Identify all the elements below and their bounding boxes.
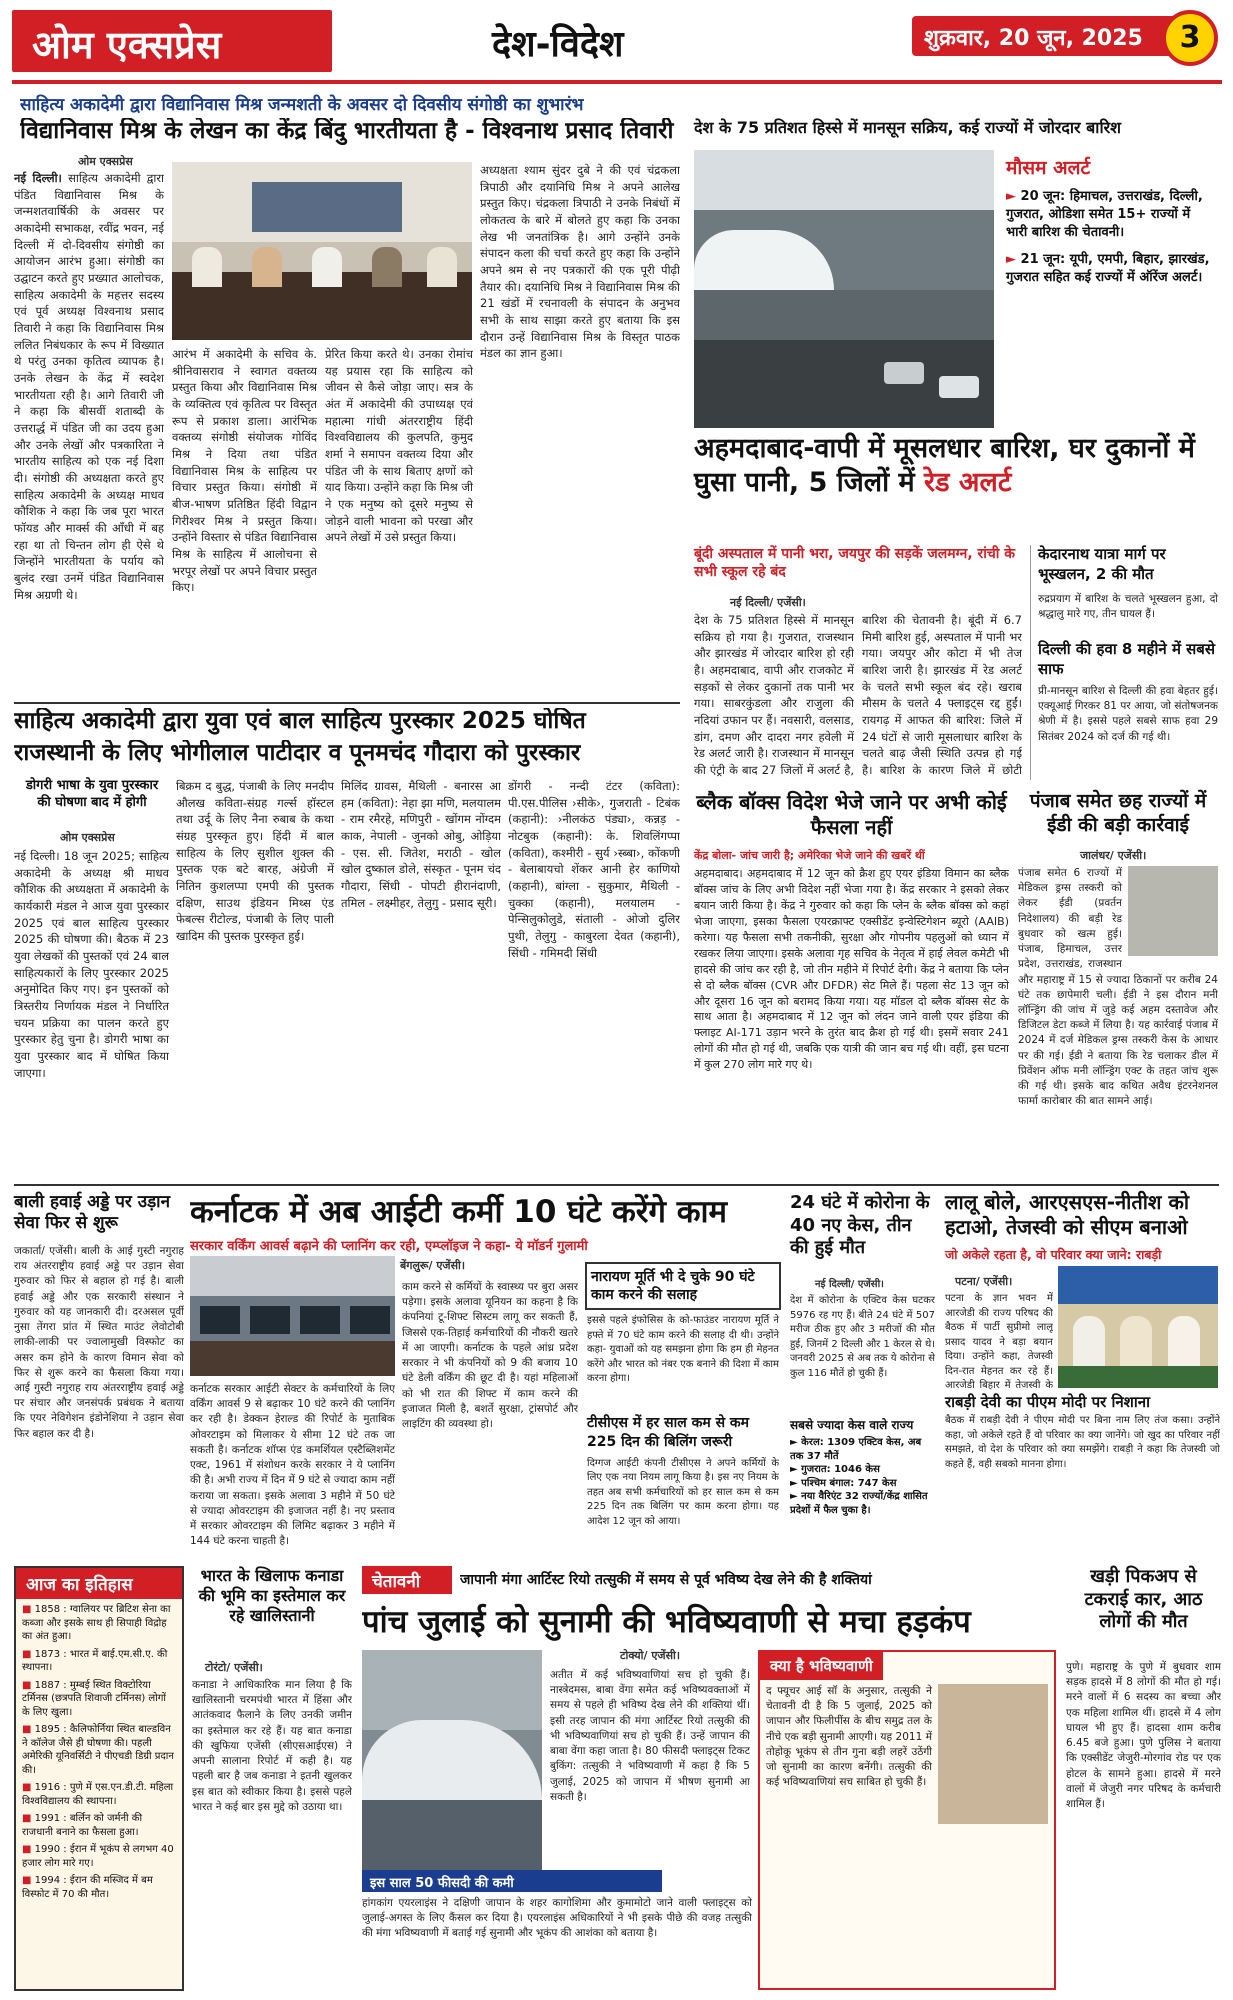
list-item: ■ 1858 : ग्वालियर पर ब्रिटिश सेना का कब्जा और इसके साथ ही सिपाही विद्रोह का अंत हुआ। bbox=[22, 1604, 171, 1642]
blackbox-body: अहमदाबाद। अहमदाबाद में 12 जून को क्रैश हुए एयर इंडिया विमान का ब्लैक बॉक्स जांच के लिए अभी विदेश नहीं भेजा गया है। केंद्र सरकार ने इसको लेकर बयान जारी किया है। केंद्र ने गुरुवार को कहा कि प्लेन के ब्लैक बॉक्स को कहां भेजा जाएगा, इसका फैसला एयरक्राफ्ट एक्सीडेंट इन्वेस्टिगेशन ब्यूरो (AAIB) करेगा। यह फैसला सभी तकनीकी, सुरक्षा और गोपनीय पहलुओं को ध्यान में रखकर लिया जाएगा। इसके अलावा गृह सचिव के नेतृत्व में हाई लेवल कमेटी भी हादसे की जांच कर रही है, जो तीन महीने में रिपोर्ट देगी। केंद्र ने बताया कि प्लेन से दो ब्लैक बॉक्स (CVR और DFDR) सेट मिले हैं। पहला सेट 13 जून को और दूसरा 16 जून को बरामद किया गया। यह मॉडल दो ब्लैक बॉक्स सेट के साथ आता है। अहमदाबाद में 12 जून को लंदन जाने वाली एयर इंडिया की फ्लाइट AI-171 उड़ान भरने के तुरंत बाद क्रैश हो गई थी। इसमें सवार 241 लोगों की मौत हो गई थी, जबकि एक यात्री की जान बच गई थी। वहीं, इस घटना में कुल 270 लोग मारे गए थे। bbox=[694, 867, 1009, 1072]
kedarnath-body: रुद्रप्रयाग में बारिश के चलते भूस्खलन हुआ, दो श्रद्धालु मारे गए, तीन घायल हैं। bbox=[1038, 593, 1218, 621]
weather-alert-1: ► 20 जून: हिमाचल, उत्तराखंड, दिल्ली, गुजरात, ओडिशा समेत 15+ राज्यों में भारी बारिश की चेतावनी। bbox=[1006, 189, 1203, 241]
tsunami-caption-body: हांगकांग एयरलाइंस ने दक्षिणी जापान के शहर कागोशिमा और कुमामोटो जाने वाली फ्लाइट्स को जुलाई-अगस्त के लिए कैंसल कर दिया है। एयरलाइंस अधिकारियों ने भी इसके पीछे की वजह तत्सुकी की मंगा भविष्यवाणी में बताई गई सुनामी और भूकंप की आशंका को बताया है। bbox=[362, 1897, 752, 1940]
story1-column-1 bbox=[14, 170, 164, 700]
lalu-headline: लालू बोले, आरएसएस-नीतीश को हटाओ, तेजस्वी को सीएम बनाओ bbox=[945, 1190, 1190, 1239]
rain-headline: अहमदाबाद-वापी में मूसलधार बारिश, घर दुकानों में घुसा पानी, 5 जिलों में रेड अलर्ट bbox=[694, 433, 1195, 498]
tsunami-kicker: जापानी मंगा आर्टिस्ट रियो तत्सुकी में समय से पूर्व भविष्य देख लेने की है शक्तियां bbox=[460, 1572, 872, 1588]
bullet-square-icon: ■ bbox=[22, 1604, 35, 1615]
tcs-box-head: टीसीएस में हर साल कम से कम 225 दिन की बिलिंग जरूरी bbox=[587, 1415, 750, 1450]
pickup-headline: खड़ी पिकअप से टकराई कार, आठ लोगों की मौत bbox=[1084, 1566, 1203, 1632]
awards-column-2: बिक्रम द बुद्ध, पंजाबी के लिए मनदीप औलख कविता-संग्रह गर्ल्स हॉस्टल तथा उर्दू के लिए नैना रुबाब के कथा संग्रह पुरस्कृत हुए। हिंदी में बाल साहित्य के लिए सुशील शुक्ल की पुस्तक एक बटे बारह, अंग्रेजी में नितिन कुशलप्पा एमपी की पुस्तक दक्षिण, साउथ इंडियन मिथ्स एंड फेबल्स रीटोल्ड, पंजाबी के लिए पाली खादिम की पुस्तक पुरस्कृत हुई। bbox=[176, 779, 334, 944]
weather-alert-2: ► 21 जून: यूपी, एमपी, बिहार, झारखंड, गुजरात सहित कई राज्यों में ऑरेंज अलर्ट। bbox=[1006, 251, 1210, 285]
section-rule bbox=[14, 1184, 1219, 1186]
murthy-box-body: इससे पहले इंफोसिस के को-फाउंडर नारायण मूर्ति ने हफ्ते में 70 घंटे काम करने की सलाह दी थी। उन्होंने कहा- युवाओं को यह समझना होगा कि हम ही मेहनत करेंगे और भारत को नंबर एक बनाने की दिशा में काम करना होगा। bbox=[587, 1315, 779, 1385]
list-item: ■ 1873 : भारत में बाई.एम.सी.ए. की स्थापना। bbox=[22, 1648, 168, 1673]
karnataka-column-1: कर्नाटक सरकार आईटी सेक्टर के कर्मचारियों के लिए वर्किंग आवर्स 9 से बढ़ाकर 10 घंटे करने की प्लानिंग कर रही है। डेक्कन हेराल्ड की रिपोर्ट के मुताबिक ओवरटाइम को मिलाकर ये सीमा 12 घंटे तक जा सकती है। कर्नाटक शॉप्स एंड कमर्शियल एस्टैब्लिशमेंट एक्ट, 1961 में संशोधन करके सरकार ने ये प्लानिंग की है। अभी राज्य में दिन में 9 घंटे से ज्यादा काम नहीं कराया जा सकता। इसके अलावा 3 महीने में 50 घंटे से ज्यादा ओवरटाइम की इजाजत नहीं है। नए प्रस्ताव में सरकार ओवरटाइम की लिमिट बढ़ाकर 3 महीने में 144 घंटे करना चाहती है। bbox=[190, 1383, 395, 1548]
history-list bbox=[16, 1599, 182, 1909]
awards-headline-line1: साहित्य अकादेमी द्वारा युवा एवं बाल साहित्य पुरस्कार 2025 घोषित bbox=[14, 708, 586, 734]
bullet-square-icon: ■ bbox=[22, 1782, 35, 1793]
masthead bbox=[12, 10, 1222, 80]
bullet-square-icon: ■ bbox=[22, 1679, 35, 1691]
issue-date: शुक्रवार, 20 जून, 2025 bbox=[912, 16, 1182, 56]
story1-column-4: अध्यक्षता श्याम सुंदर दुबे ने की एवं चंद्रकला त्रिपाठी और दयानिधि मिश्र ने अपने आलेख प्रस्तुत किए। चंद्रकला त्रिपाठी ने उनके निबंधों में लोकतत्व के बारे में बोलते हुए कहा कि उनका लेख भी जनतांत्रिक है। आगे उन्होंने उनके संपादन कला की चर्चा करते हुए कहा कि उन्होंने अपने श्रम से नए पत्रकारों की एक पूरी पीढ़ी तैयार की। दयानिधि मिश्र ने विद्यानिवास मिश्र की 21 खंडों में रचनावली के संपादन के अनुभव सभी के साथ साझा करते हुए बताया कि इस दौरान उन्हें विद्यानिवास मिश्र के विस्तृत पाठक मंडल का ज्ञान हुआ। bbox=[480, 163, 680, 361]
awards-byline: ओम एक्सप्रेस bbox=[60, 831, 115, 844]
weather-alert-title: मौसम अलर्ट bbox=[1006, 157, 1091, 179]
story1-kicker: साहित्य अकादेमी द्वारा विद्यानिवास मिश्र जन्मशती के अवसर दो दिवसीय संगोष्ठी का शुभारंभ bbox=[20, 95, 584, 115]
rjd-meeting-photo bbox=[1058, 1266, 1218, 1388]
story1-col1-text: साहित्य अकादेमी द्वारा पंडित विद्यानिवास मिश्र के जन्मशतवार्षिकी के अवसर पर अकादेमी सभाकक्ष, रवींद्र भवन, नई दिल्ली में दो-दिवसीय संगोष्ठी का आयोजन आरंभ हुआ। संगोष्ठी का उद्घाटन करते हुए प्रख्यात आलोचक, साहित्य अकादेमी के महत्तर सदस्य एवं पूर्व अध्यक्ष विश्वनाथ प्रसाद तिवारी ने कहा कि विद्यानिवास मिश्र ललित निबंधकार के रूप में विख्यात थे परंतु उनका कृतित्व व्यापक है। उनके लेखन के केंद्र में स्वदेश भारतीयता रही है। आगे तिवारी जी ने कहा कि बीसवीं शताब्दी के उत्तरार्द्ध में पंडित जी का उदय हुआ और उनके लेखों और पत्रकारिता ने भारतीय साहित्य को एक नई दिशा दी। संगोष्ठी की अध्यक्षता करते हुए साहित्य अकादेमी के अध्यक्ष माधव कौशिक ने कहा कि जब पूरा भारत फॉयड और मार्क्स की आँधी में बह रहा था तो चिन्तन लोग ही ऐसे थे जिन्होंने भारतीयता के पर्याय को बुलंद रखा उनमें पंडित विद्यानिवास मिश्र अग्रणी थे। bbox=[14, 171, 164, 602]
awards-headline-line2: राजस्थानी के लिए भोगीलाल पाटीदार व पूनमचंद गौदारा को पुरस्कार bbox=[14, 740, 581, 766]
blackbox-headline: ब्लैक बॉक्स विदेश भेजे जाने पर अभी कोई फैसला नहीं bbox=[696, 790, 1007, 839]
masthead-rule bbox=[12, 80, 1222, 84]
column-divider bbox=[1030, 545, 1031, 780]
rabri-headline: राबड़ी देवी का पीएम मोदी पर निशाना bbox=[945, 1393, 1150, 1411]
awards-sidebar-head: डोगरी भाषा के युवा पुरस्कार की घोषणा बाद में होगी bbox=[25, 778, 159, 810]
list-item: ■ 1994 : ईरान की मस्जिद में बम विस्फोट में 70 की मौत। bbox=[22, 1875, 153, 1900]
prediction-box-head: क्या है भविष्यवाणी bbox=[760, 1652, 883, 1680]
weather-alert-box bbox=[1000, 150, 1216, 428]
murthy-box-head: नारायण मूर्ति भी दे चुके 90 घंटे काम करने की सलाह bbox=[585, 1262, 781, 1310]
sea-photo bbox=[694, 150, 994, 428]
bullet-square-icon: ■ bbox=[22, 1844, 35, 1855]
wave-photo bbox=[362, 1650, 542, 1870]
corona-states-list bbox=[790, 1436, 935, 1517]
history-box bbox=[14, 1566, 184, 1991]
warning-label: चेतावनी bbox=[362, 1566, 452, 1594]
story1-headline: विद्यानिवास मिश्र के लेखन का केंद्र बिंदु भारतीयता है - विश्वनाथ प्रसाद तिवारी bbox=[20, 118, 674, 144]
ed-raid-photo bbox=[1128, 866, 1218, 956]
list-item: ■ 1916 : पुणे में एस.एन.डी.टी. महिला विश्वविद्यालय की स्थापना। bbox=[22, 1782, 174, 1807]
list-item: ► गुजरात: 1046 केस bbox=[790, 1464, 880, 1475]
awards-column-3: मिलिंद ग्रावस, मैथिली - बनारस आ हम (कविता): नेहा झा मणि, मलयालम - राम रमैरहे, मणिपुरी - खोंगम नोंग्दम काक, नेपाली - जुनको ओबु, ओड़िया - एस. सी. जितेश, मराठी - खोल खोल दुष्काल डोले, संस्कृत - पूनम चंद गौदारा, सिंधी - पोपटी हीरानंदाणी, तमिल - लक्ष्मीहर, तेलुगु - प्रसाद सूरी। bbox=[341, 779, 501, 910]
ed-raid-body: पंजाब समेत 6 राज्यों में मेडिकल ड्रग्स तस्करी को लेकर ईडी (प्रवर्तन निदेशालय) की बड़ी रेड बुधवार को खत्म हुई। पंजाब, हिमाचल, उत्तर प्रदेश, उत्तराखंड, राजस्थान और महाराष्ट्र में 15 से ज्यादा ठिकानों पर करीब 24 घंटे तक छापेमारी चली। ईडी ने इस दौरान मनी लॉन्ड्रिंग की जांच में जुड़े कई अहम दस्तावेज और डिजिटल डेटा कब्जे में लिया है। यह कार्रवाई पंजाब में 2024 में दर्ज मेडिकल ड्रग्स तस्करी केस के आधार पर की गई। ईडी ने बताया कि रेड चलाकर डील में प्रिवेंशन ऑफ मनी लॉन्ड्रिंग एक्ट के तहत जांच शुरू की गई थी। इसके बाद कथित अवैध इंटरनेशनल फार्मा कारोबार की बात सामने आई। bbox=[1018, 867, 1218, 1108]
corona-headline: 24 घंटे में कोरोना के 40 नए केस, तीन की हुई मौत bbox=[790, 1192, 930, 1258]
rain-byline: नई दिल्ली/ एजेंसी। bbox=[730, 596, 806, 609]
lalu-subhead: जो अकेले रहता है, वो परिवार क्या जाने: राबड़ी bbox=[945, 1247, 1162, 1262]
section-title: देश-विदेश bbox=[492, 24, 624, 65]
list-item: ■ 1887 : मुम्बई स्थित विक्टोरिया टर्मिनस (छत्रपति शिवाजी टर्मिनस) लोगों के लिए खुला। bbox=[22, 1679, 166, 1718]
story1-dateline: नई दिल्ली। bbox=[14, 171, 62, 185]
lalu-byline: पटना/ एजेंसी। bbox=[955, 1275, 1013, 1288]
weather-headline: देश के 75 प्रतिशत हिस्से में मानसून सक्रिय, कई राज्यों में जोरदार बारिश bbox=[694, 118, 1122, 137]
bullet-arrow-icon: ► bbox=[790, 1464, 802, 1475]
tsunami-headline: पांच जुलाई को सुनामी की भविष्यवाणी से मचा हड़कंप bbox=[362, 1604, 971, 1640]
pickup-body: पुणे। महाराष्ट्र के पुणे में बुधवार शाम सड़क हादसे में 8 लोगों की मौत हो गई। मरने वालों में 6 सदस्य का बच्चा और एक महिला शामिल थीं। हादसे में 4 लोग घायल भी हुए हैं। हादसा शाम करीब 6.45 बजे हुआ। पुणे पुलिस ने बताया कि एक्सीडेंट जेजुरी-मोरगांव रोड पर एक होटल के सामने हुआ। हादसे में मरने वालों में जेजुरी नगर परिषद के कर्मचारी शामिल हैं। bbox=[1066, 1661, 1221, 1810]
bullet-square-icon: ■ bbox=[22, 1875, 35, 1886]
list-item: ► नया वैरिएंट 32 राज्यों/केंद्र शासित प्रदेशों में फैल चुका है। bbox=[790, 1491, 928, 1516]
canada-body: कनाडा ने आधिकारिक मान लिया है कि खालिस्तानी चरमपंथी भारत में हिंसा और आतंकवाद फैलाने के लिए उनकी जमीन का इस्तेमाल कर रहे हैं। यह बात कनाडा की खुफिया एजेंसी (सीएसआईएस) ने अपनी सालाना रिपोर्ट में कही है। यह पहली बार है जब कनाडा ने इतनी खुलकर इस बात को स्वीकार किया है। इससे पहले भारत ने कई बार इस मुद्दे को उठाया था। bbox=[192, 1679, 352, 1813]
rabri-body: बैठक में राबड़ी देवी ने पीएम मोदी पर बिना नाम लिए तंज कसा। उन्होंने कहा, जो अकेले रहते हैं वो परिवार का क्या जानेंगे। जो खुद का परिवार नहीं समझते, वो देश के परिवार को क्या समझेंगे। राबड़ी ने कहा कि तेजस्वी जो कहते हैं, वही सबको मानना होगा। bbox=[945, 1415, 1220, 1470]
bullet-arrow-icon: ► bbox=[790, 1477, 802, 1489]
kedarnath-headline: केदारनाथ यात्रा मार्ग पर भूस्खलन, 2 की मौत bbox=[1038, 545, 1166, 583]
karnataka-column-2: काम करने से कर्मियों के स्वास्थ्य पर बुरा असर पड़ेगा। इसके अलावा यूनियन का कहना है कि कंपनियां टू-शिफ्ट सिस्टम लागू कर सकती हैं, जिससे एक-तिहाई कर्मचारियों की नौकरी खतरे में आ जाएगी। कर्नाटक के पहले आंध्र प्रदेश सरकार ने भी कंपनियों को 9 की बजाय 10 घंटे डेली वर्किंग की छूट दी है। यहां महिलाओं को भी रात की शिफ्ट में काम करने की इजाजत मिली है, बशर्ते सुरक्षा, ट्रांसपोर्ट और लाइटिंग की व्यवस्था हो। bbox=[402, 1281, 578, 1430]
tsunami-byline: टोक्यो/ एजेंसी। bbox=[620, 1649, 681, 1662]
list-item: ■ 1990 : ईरान में भूकंप से लगभग 40 हजार लोग मारे गए। bbox=[22, 1844, 174, 1869]
seminar-photo bbox=[172, 162, 472, 340]
photo-caption: इस साल 50 फीसदी की कमी bbox=[362, 1870, 662, 1892]
delhi-air-body: प्री-मानसून बारिश से दिल्ली की हवा बेहतर हुई। एक्यूआई गिरकर 81 पर आया, जो संतोषजनक श्रेणी में है। इससे पहले सबसे साफ हवा 29 सितंबर 2024 को दर्ज की गई थी। bbox=[1038, 685, 1218, 743]
story1-column-3: प्रेरित किया करते थे। उनका रोमांच यह प्रयास रहा कि साहित्य को जीवन से कैसे जोड़ा जाए। सत्र के अंत में अकादेमी की उपाध्यक्ष एवं महात्मा गांधी अंतरराष्ट्रीय हिंदी विश्वविद्यालय की कुलपति, कुमुद शर्मा ने समापन वक्तव्य दिया और पंडित जी के साथ बिताए क्षणों को याद किया। उन्होंने कहा कि मिश्र जी ने एक मनुष्य को दूसरे मनुष्य से जोड़ने वाली भावना को परखा और अपने लेखों में उसे प्रस्तुत किया। bbox=[325, 347, 473, 545]
blackbox-subhead: केंद्र बोला- जांच जारी है; अमेरिका भेजे जाने की खबरें थीं bbox=[694, 849, 925, 862]
story1-byline: ओम एक्सप्रेस bbox=[78, 155, 133, 168]
canada-headline: भारत के खिलाफ कनाडा की भूमि का इस्तेमाल कर रहे खालिस्तानी bbox=[198, 1566, 346, 1625]
corona-states-head: सबसे ज्यादा केस वाले राज्य bbox=[790, 1418, 914, 1432]
corona-byline: नई दिल्ली/ एजेंसी। bbox=[815, 1279, 884, 1290]
list-item: ► पश्चिम बंगाल: 747 केस bbox=[790, 1477, 897, 1489]
lalu-body: पटना के ज्ञान भवन में आरजेडी की राज्य परिषद की बैठक में पार्टी सुप्रीमो लालू प्रसाद यादव ने बड़ा बयान दिया। उन्होंने कहा, तेजस्वी दिन-रात मेहनत कर रहे हैं। आरजेडी बिहार में तेजस्वी के bbox=[945, 1293, 1053, 1390]
history-title: आज का इतिहास bbox=[16, 1568, 182, 1599]
tcs-box-body: दिग्गज आईटी कंपनी टीसीएस ने अपने कर्मियों के लिए एक नया नियम लागू किया है। इस नए नियम के तहत अब सभी कर्मचारियों को हर साल कम से कम 225 दिन तक बिलिंग पर काम करना होगा। यह आदेश 12 जून को आया। bbox=[587, 1457, 779, 1527]
canada-byline: टोरंटो/ एजेंसी। bbox=[205, 1661, 263, 1674]
story1-column-2: आरंभ में अकादेमी के सचिव के. श्रीनिवासराव ने स्वागत वक्तव्य प्रस्तुत किया और विद्यानिवास मिश्र के व्यक्तित्व एवं कृतित्व पर विस्तृत रूप से प्रकाश डाला। आरंभिक वक्तव्य संगोष्ठी संयोजक गोविंद मिश्र ने दिया तथा पंडित विद्यानिवास मिश्र के साहित्य पर विचार प्रस्तुत किया। संगोष्ठी में बीज-भाषण प्रतिष्ठित हिंदी विद्वान गिरीश्वर मिश्र ने प्रस्तुत किया। उन्होंने विस्तार से पंडित विद्यानिवास मिश्र के साहित्य में आलोचना से भरपूर लेखों पर अपने विचार प्रस्तुत किए। bbox=[172, 347, 317, 595]
karnataka-sidebar bbox=[585, 1262, 781, 1560]
list-item: ► केरल: 1309 एक्टिव केस, अब तक 37 मौतें bbox=[790, 1437, 922, 1462]
artist-photo bbox=[938, 1684, 1048, 1824]
rain-column-2: बारिश की चेतावनी है। बूंदी में 6.7 मिमी बारिश हुई, अस्पताल में पानी भर गया। जयपुर और कोटा में भी तेज बारिश जारी है। झारखंड में रेड अलर्ट के चलते सभी स्कूल बंद रहे। खराब मौसम के चलते 4 फ्लाइट्स रद्द हुईं। रायगढ़ में आफत की बारिश: जिले में 24 घंटों से जारी मूसलाधार बारिश के चलते बाढ़ जैसी स्थिति उत्पन्न हो गई है। बारिश के कारण जिले में छोटी bbox=[862, 613, 1022, 777]
karnataka-byline: बेंगलुरू/ एजेंसी। bbox=[400, 1259, 466, 1272]
awards-column-4: डोंगरी - नन्दी टंटर (कविता): पी.एस.पीलिस ›सीके›, गुजराती - टिबंक (कहानी): ›नीलकंठ पंड्या›, कन्नड़ - नोटबुक (कहानी): के. शिवलिंगप्पा (कविता), कश्मीरी - सुर्य ›स्ब्बा›, कोंकणी - बेलाबायचो शेंकर आनी हेर काणियो (कहानी), बांग्ला - सुकुमार, मैथिली - चुक्का (कहानी), मलयालम - पेन्सिलुकोलुडे, संताली - ओजो दुलिर पुथी, तेलुगु - काबुरला देवत (कहानी), सिंधी - गमिमदी सिंधी bbox=[508, 779, 680, 960]
ed-raid-headline: पंजाब समेत छह राज्यों में ईडी की बड़ी कार्रवाई bbox=[1029, 790, 1207, 836]
tsunami-column-1: अतीत में कई भविष्यवाणियां सच हो चुकी हैं। नास्त्रेदमस, बाबा वेंगा समेत कई भविष्यवक्ताओं में समय से पहले ही भविष्य देख लेने की शक्तियां थीं। इसी तरह जापान की मंगा आर्टिस्ट रियो तत्सुकी की भी भविष्यवाणियां सच हो चुकी हैं। उन्हें जापान की बाबा वेंगा कहा जाता है। 80 फीसदी फ्लाइट्स टिकट बुकिंग: तत्सुकी ने भविष्यवाणी में कहा है कि 5 जुलाई, 2025 को जापान में भीषण सुनामी आ सकती है। bbox=[550, 1669, 750, 1803]
section-rule bbox=[14, 702, 680, 704]
bullet-arrow-icon: ► bbox=[790, 1437, 802, 1448]
airport-body: जकार्ता/ एजेंसी। बाली के आई गुस्टी नगुराह राय अंतरराष्ट्रीय हवाई अड्डे पर उड़ान सेवा गुरुवार को फिर से बहाल हो गई है। बाली हवाई अड्डे और एक सरकारी संस्थान ने गुरुवार को यह जानकारी दी। दरअसल पूर्वी नुसा तेंगरा प्रांत में स्थित माउंट लेवोटोबी लाकी-लाकी पर ज्वालामुखी विस्फोट का असर कम होने के कारण विमान सेवा को फिर से शुरू करने का फैसला किया गया। आई गुस्टी नगुराह राय अंतरराष्ट्रीय हवाई अड्डे पर संचार और जनसंपर्क प्रबंधक ने बताया कि एयर नेविगेशन इंडोनेशिया ने उड़ान सेवा फिर बहाल कर दी है। bbox=[14, 1245, 184, 1440]
list-item: ■ 1895 : कैलिफोर्निया स्थित बाल्डविन ने कॉलेज जैसे ही घोषणा की। पहली अमेरिकी यूनिवर्सिटी ने पीएचडी डिग्री प्रदान की। bbox=[22, 1724, 174, 1776]
list-item: ■ 1991 : बर्लिन को जर्मनी की राजधानी बनाने का फैसला हुआ। bbox=[22, 1813, 143, 1838]
airport-headline: बाली हवाई अड्डे पर उड़ान सेवा फिर से शुरू bbox=[14, 1192, 171, 1234]
corona-body: देश में कोरोना के एक्टिव केस घटकर 5976 रह गए हैं। बीते 24 घंटे में 507 मरीज ठीक हुए और 3 मरीजों की मौत हुई, जिनमें 2 दिल्ली और 1 केरल से थे। जनवरी 2025 से अब तक ये कोरोना से कुल 116 मौतें हो चुकी हैं। bbox=[790, 1295, 935, 1379]
bullet-arrow-icon: ► bbox=[1006, 251, 1016, 267]
rain-column-1: देश के 75 प्रतिशत हिस्से में मानसून सक्रिय हो गया है। गुजरात, राजस्थान और झारखंड में जोरदार बारिश हो रही है। अहमदाबाद, वापी और राजकोट में सड़कों से लेकर दुकानों तक पानी भर गया। साबरकुंडला और राजुला की नदियां उफान पर हैं। नवसारी, वलसाड, डांग, दमण और दादरा नगर हवेली में रेड अलर्ट जारी है। राजस्थान में मानसून की एंट्री के बाद 27 जिलों में अलर्ट है, bbox=[694, 613, 854, 777]
prediction-box: क्या है भविष्यवाणी द फ्यूचर आई सॉ के अनुसार, तत्सुकी ने चेतावनी दी है कि 5 जुलाई, 2025 को जापान और फिलीपींस के बीच समुद्र तल के नीचे एक बड़ी सुनामी आएगी। यह 2011 में तोहोकू भूकंप से तीन गुना बड़ी लहरें उठेंगी जो सुनामी का कारण बनेंगी। तत्सुकी की कई भविष्यवाणियां सच साबित हो चुकी हैं। bbox=[758, 1650, 1056, 1990]
bullet-square-icon: ■ bbox=[22, 1724, 35, 1735]
bullet-arrow-icon: ► bbox=[1006, 189, 1016, 204]
awards-column-1: नई दिल्ली। 18 जून 2025; साहित्य अकादेमी के अध्यक्ष श्री माधव कौशिक की अध्यक्षता में अकादेमी के कार्यकारी मंडल ने आज युवा पुरस्कार 2025 एवं बाल साहित्य पुरस्कार 2025 की घोषणा की। बैठक में 23 युवा लेखकों की पुस्तकों एवं 24 बाल साहित्यकारों के लिए पुरस्कार 2025 अनुमोदित किए गए। इन पुस्तकों को त्रिस्तरीय निर्णायक मंडल ने निर्धारित चयन प्रक्रिया का पालन करते हुए पुरस्कार हेतु चुना है। डोगरी भाषा का युवा पुरस्कार बाद में घोषित किया जाएगा। bbox=[14, 849, 169, 1080]
delhi-air-headline: दिल्ली की हवा 8 महीने में सबसे साफ bbox=[1038, 640, 1215, 678]
page-number: 3 bbox=[1162, 10, 1218, 66]
bullet-arrow-icon: ► bbox=[790, 1491, 802, 1502]
karnataka-headline: कर्नाटक में अब आईटी कर्मी 10 घंटे करेंगे काम bbox=[190, 1194, 728, 1230]
brand-logo: ओम एक्सप्रेस bbox=[12, 10, 332, 72]
karnataka-subhead: सरकार वर्किंग आवर्स बढ़ाने की प्लानिंग कर रही, एम्प्लॉइज ने कहा- ये मॉडर्न गुलामी bbox=[190, 1239, 588, 1254]
rain-subhead: बूंदी अस्पताल में पानी भरा, जयपुर की सड़कें जलमग्न, रांची के सभी स्कूल रहे बंद bbox=[694, 546, 1016, 581]
it-office-photo bbox=[190, 1256, 395, 1376]
bullet-square-icon: ■ bbox=[22, 1648, 35, 1660]
ed-raid-byline: जालंधर/ एजेंसी। bbox=[1080, 849, 1147, 862]
bullet-square-icon: ■ bbox=[22, 1813, 35, 1824]
